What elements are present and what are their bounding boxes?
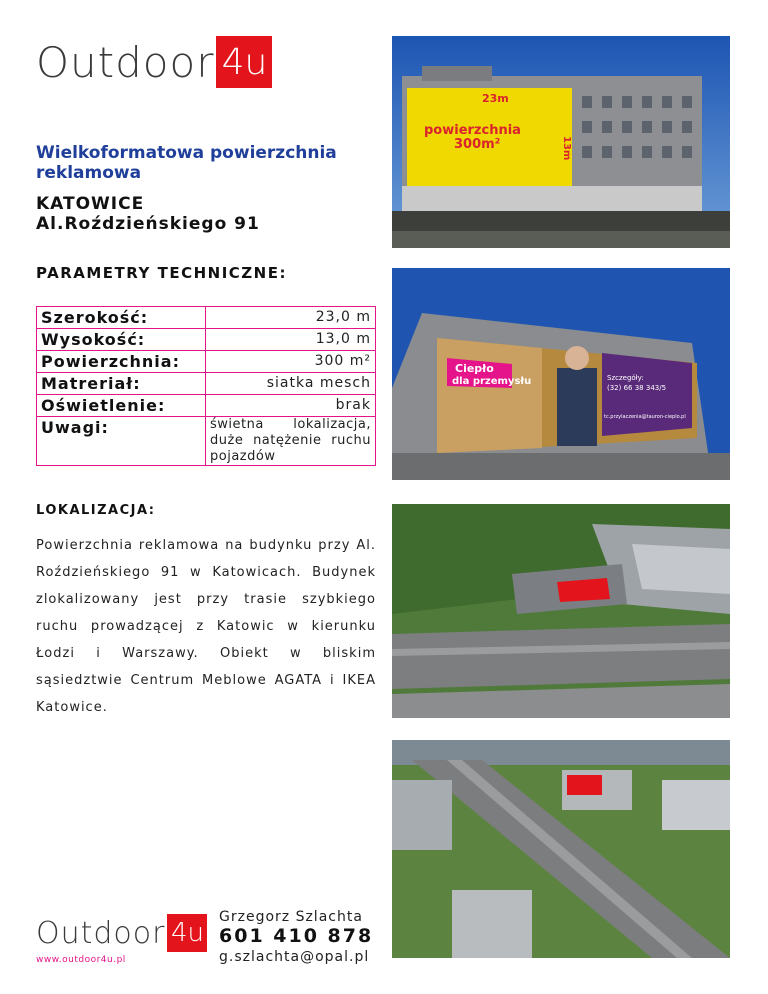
contact-name: Grzegorz Szlachta: [219, 909, 363, 925]
param-value: 13,0 m: [206, 329, 376, 351]
params-table: [36, 306, 376, 466]
page-title: [36, 143, 376, 183]
param-row: [37, 417, 376, 466]
footer-logo: [36, 914, 207, 952]
contact-phone[interactable]: 601 410 878: [219, 925, 374, 947]
advert-marker-2: [567, 775, 602, 795]
website-link[interactable]: www.outdoor4u.pl: [36, 955, 126, 965]
param-value: 300 m²: [206, 351, 376, 373]
param-value: 23,0 m: [206, 307, 376, 329]
photo-billboard: [392, 268, 730, 480]
ad-detail-1: Szczegóły:: [607, 374, 644, 382]
param-value: brak: [206, 395, 376, 417]
param-value: siatka mesch: [206, 373, 376, 395]
param-row: [37, 307, 376, 329]
param-row: [37, 329, 376, 351]
photo-aerial-1: [392, 504, 730, 718]
param-label: Szerokość:: [37, 307, 206, 329]
param-label: Matreriał:: [37, 373, 206, 395]
advert-marker: [557, 578, 610, 602]
logo-box: 4u: [216, 36, 272, 88]
title-line-2: reklamowa: [36, 163, 142, 183]
param-row: [37, 351, 376, 373]
contact-email[interactable]: g.szlachta@opal.pl: [219, 949, 370, 965]
ad-line-1: Ciepło: [455, 362, 494, 375]
height-label: 13m: [561, 136, 572, 161]
param-value: świetna lokalizacja, duże natężenie ruchu pojazdów: [206, 417, 376, 466]
city: KATOWICE: [36, 194, 145, 214]
area-label-1: powierzchnia: [424, 123, 521, 138]
title-line-1: Wielkoformatowa powierzchnia: [36, 143, 337, 163]
photo-aerial-2: [392, 740, 730, 958]
param-label: Wysokość:: [37, 329, 206, 351]
width-label: 23m: [482, 92, 509, 105]
logo-word: Outdoor: [36, 37, 215, 87]
footer-logo-word: Outdoor: [36, 915, 166, 951]
location-description: Powierzchnia reklamowa na budynku przy Al. Roździeńskiego 91 w Katowicach. Budynek zlokalizowany jest przy trasie szybkiego ruchu prowadzącej z Katowic w kierunku Łodzi i Warszawy. Obiekt w bliskim sąsiedztwie Centrum Meblowe AGATA i IKEA Katowice.: [36, 538, 376, 715]
param-row: [37, 373, 376, 395]
ad-email: tc.przylaczenia@tauron-cieplo.pl: [604, 414, 686, 420]
param-label: Oświetlenie:: [37, 395, 206, 417]
location-heading: [36, 194, 260, 234]
ad-line-2: dla przemysłu: [452, 376, 532, 387]
ad-detail-2: (32) 66 38 343/5: [607, 384, 667, 392]
param-label: Uwagi:: [37, 417, 206, 466]
area-label-2: 300m²: [454, 137, 501, 152]
footer-logo-box: 4u: [167, 914, 207, 952]
location-section-heading: LOKALIZACJA:: [36, 503, 156, 518]
address: Al.Roździeńskiego 91: [36, 214, 260, 234]
params-heading: PARAMETRY TECHNICZNE:: [36, 264, 287, 282]
photo-building-front: [392, 36, 730, 248]
param-row: [37, 395, 376, 417]
header-logo: [36, 36, 272, 88]
param-label: Powierzchnia:: [37, 351, 206, 373]
